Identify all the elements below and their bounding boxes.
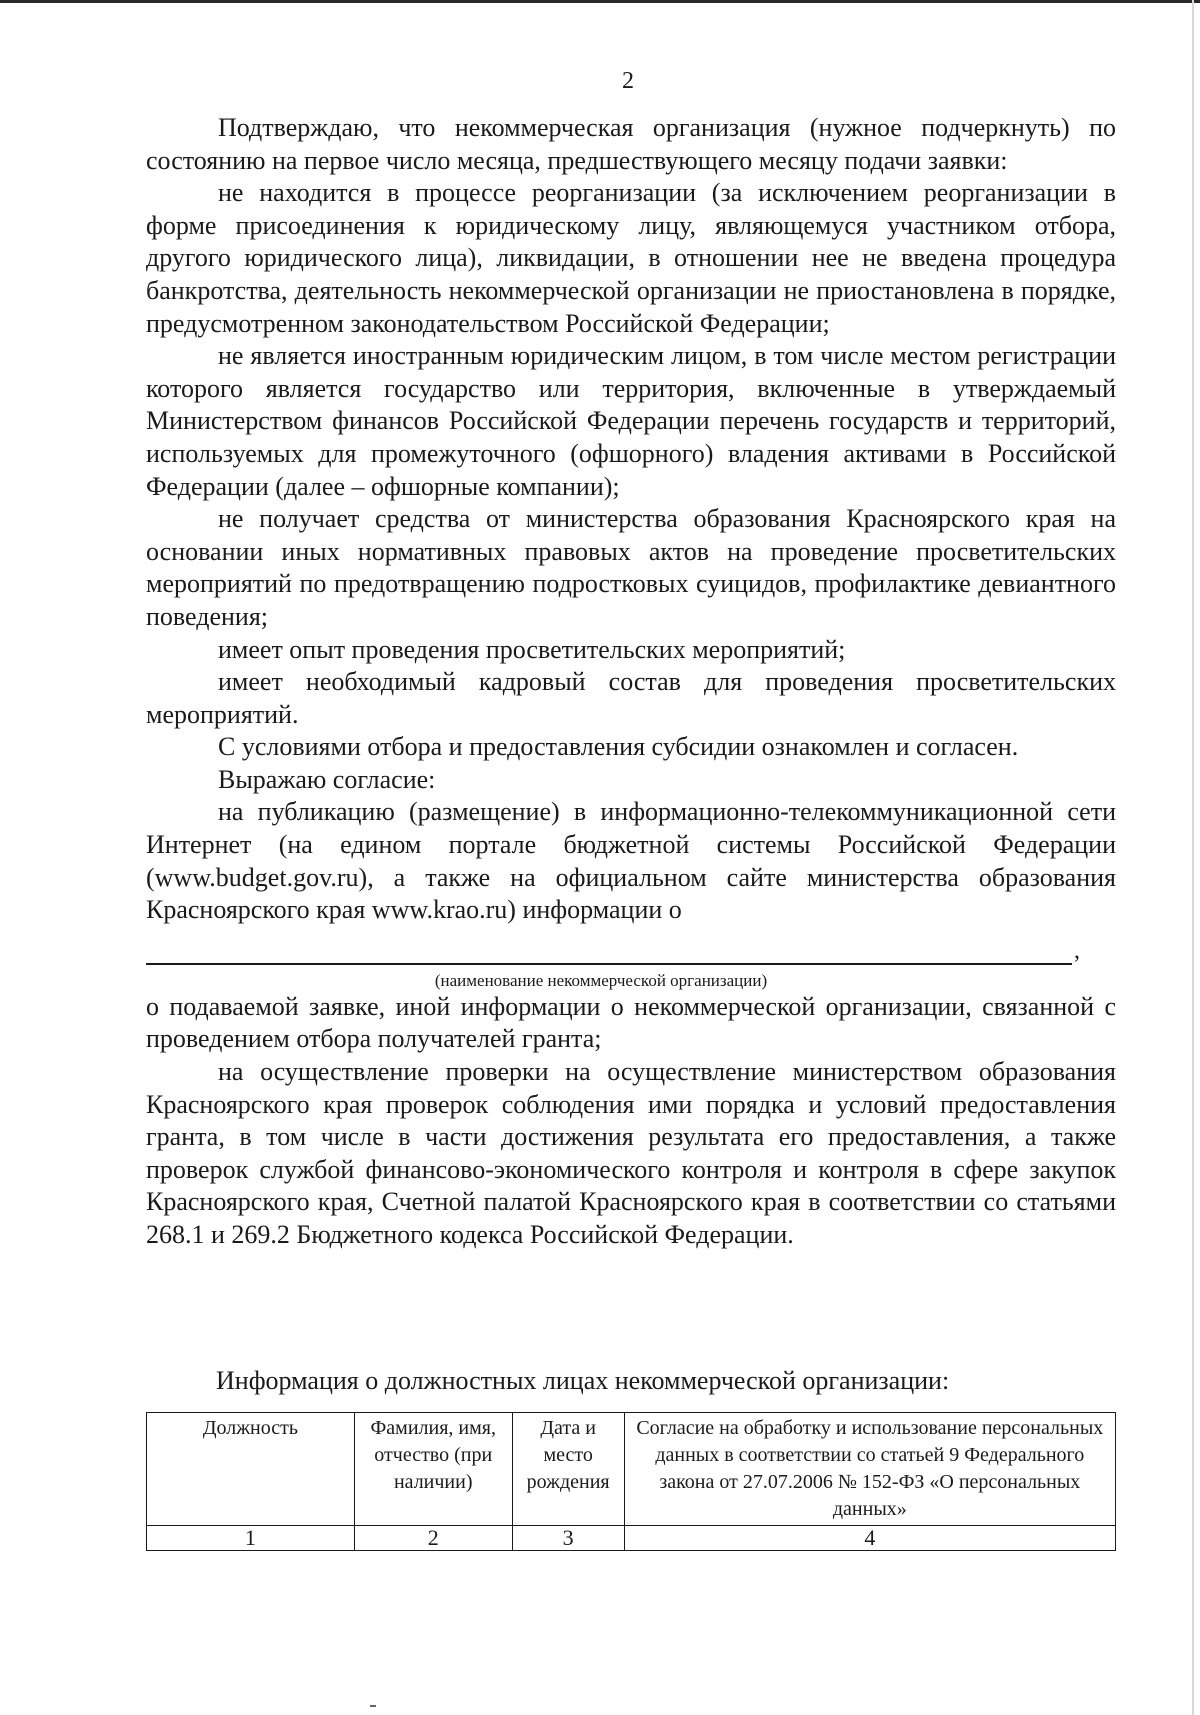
page-number: 2 (622, 68, 634, 94)
blank-trailing-comma: , (1074, 937, 1080, 964)
paragraph-agrees-conditions: С условиями отбора и предоставления субсидии ознакомлен и согласен. (218, 732, 1019, 762)
paragraph-no-other-funding: не получает средства от министерства образования Красноярского края на основании иных нормативных правовых актов на проведение просветительских мероприятий по предотвращению подростковых суицидов, профилактике девиантного поведения; (146, 504, 1116, 631)
officials-table-header-row (147, 1413, 1116, 1526)
paragraph-has-staff: имеет необходимый кадровый состав для проведения просветительских мероприятий. (146, 667, 1116, 729)
paragraph-application-info: о подаваемой заявке, иной информации о некоммерческой организации, связанной с проведением отбора получателей гранта; (146, 991, 1116, 1054)
paragraph-consent-heading: Выражаю согласие: (218, 764, 436, 794)
column-number-1: 1 (147, 1526, 355, 1551)
paragraph-has-experience: имеет опыт проведения просветительских мероприятий; (218, 634, 846, 664)
column-number-4: 4 (624, 1526, 1115, 1551)
header-full-name: Фамилия, имя, отчество (при наличии) (354, 1413, 512, 1526)
scan-edge-right (1192, 0, 1194, 1715)
header-birth-date-place: Дата и место рождения (512, 1413, 624, 1526)
officials-table (146, 1412, 1116, 1551)
officials-table-caption: Информация о должностных лицах некоммерческой организации: (216, 1366, 950, 1395)
organization-name-underline (146, 963, 1072, 965)
organization-name-field[interactable] (146, 927, 1116, 971)
paragraph-not-reorganizing: не находится в процессе реорганизации (за исключением реорганизации в форме присоединения к юридическому лицу, являющемуся участником отбора, другого юридического лица), ликвидации, в отношении нее не введена процедура банкротства, деятельность некоммерческой организации не приостановлена в порядке, предусмотренном законодательством Российской Федерации; (146, 178, 1116, 338)
organization-name-caption: (наименование некоммерческой организации) (434, 970, 768, 990)
scan-edge-top (0, 0, 1200, 3)
column-number-2: 2 (354, 1526, 512, 1551)
document-body (146, 112, 1116, 1252)
paragraph-confirm: Подтверждаю, что некоммерческая организация (нужное подчеркнуть) по состоянию на первое число месяца, предшествующего месяцу подачи заявки: (146, 113, 1116, 175)
scan-speck (370, 1705, 376, 1707)
paragraph-not-foreign-entity: не является иностранным юридическим лицом, в том числе местом регистрации которого является государство или территория, включенные в утверждаемый Министерством финансов Российской Федерации перечень государств и территорий, используемых для промежуточного (офшорного) владения активами в Российской Федерации (далее – офшорные компании); (146, 341, 1116, 501)
officials-table-number-row (147, 1526, 1116, 1551)
header-personal-data-consent: Согласие на обработку и использование персональных данных в соответствии со статьей 9 Федерального закона от 27.07.2006 № 152-ФЗ «О персональных данных» (624, 1413, 1115, 1526)
paragraph-publication-consent: на публикацию (размещение) в информационно-телекоммуникационной сети Интернет (на едином портале бюджетной системы Российской Федерации (www.budget.gov.ru), а также на официальном сайте министерства образования Красноярского края www.krao.ru) информации о (146, 797, 1116, 925)
paragraph-audit-consent: на осуществление проверки на осуществление министерством образования Красноярского края проверок соблюдения ими порядка и условий предоставления гранта, в том числе в части достижения результата его предоставления, а также проверок службой финансово-экономического контроля и контроля в сфере закупок Красноярского края, Счетной палатой Красноярского края в соответствии со статьями 268.1 и 269.2 Бюджетного кодекса Российской Федерации. (146, 1057, 1116, 1249)
header-position: Должность (147, 1413, 355, 1526)
column-number-3: 3 (512, 1526, 624, 1551)
